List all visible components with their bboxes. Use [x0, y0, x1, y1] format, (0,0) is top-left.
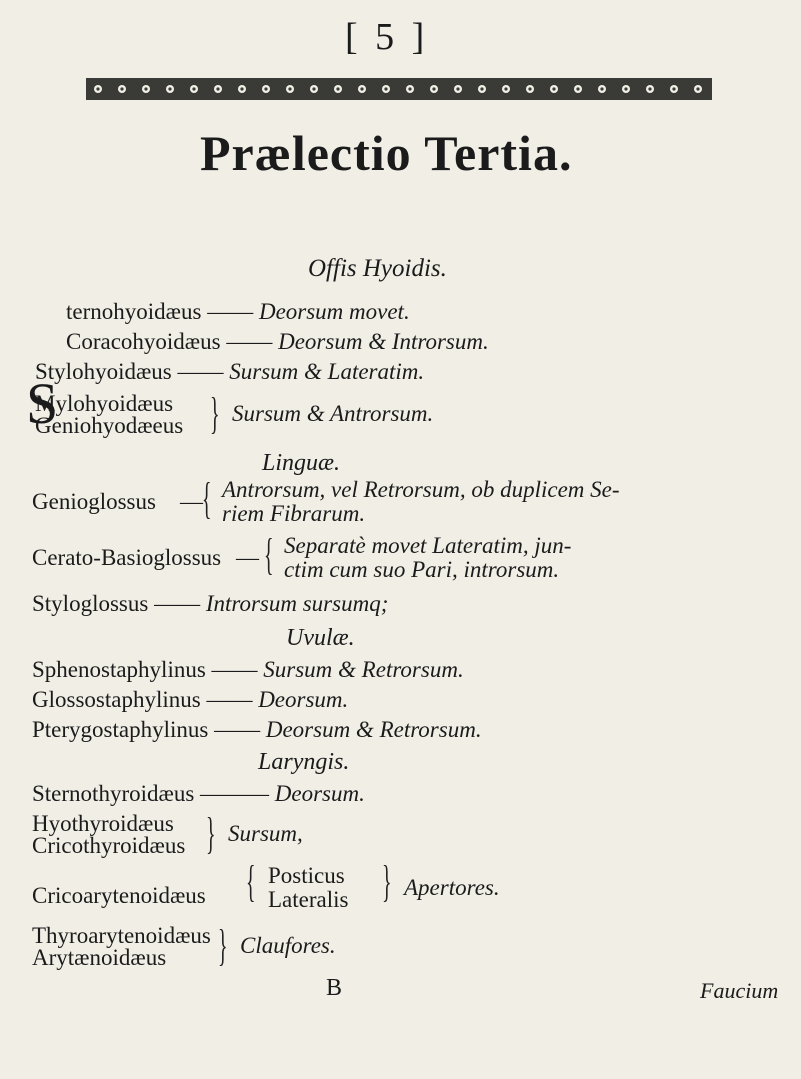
- brace-right: }: [218, 921, 228, 970]
- muscle-name: Stylohyoidæus: [35, 359, 172, 384]
- muscle-genioglossus: Genioglossus: [32, 489, 156, 514]
- muscle-action: Deorsum.: [274, 781, 365, 806]
- section-heading-larynx: Laryngis.: [258, 749, 350, 775]
- muscle-action: Separatè movet Lateratim, jun-: [284, 533, 572, 558]
- muscle-sternohyoid: [66, 300, 410, 323]
- muscle-glossostaphylinus: [32, 688, 348, 711]
- dash: ——: [226, 329, 273, 354]
- muscle-mylohyoid: Mylohyoidæus: [35, 391, 174, 416]
- dash: ——: [154, 591, 201, 616]
- muscle-cricothyroid: Cricothyroidæus: [32, 833, 186, 858]
- muscle-sternothyroid: [32, 782, 365, 805]
- muscle-ceratobasioglossus: Cerato-Basioglossus: [32, 545, 222, 570]
- dash: ——: [207, 299, 254, 324]
- muscle-arytenoid: Arytænoidæus: [32, 945, 167, 970]
- signature-mark: B: [326, 975, 343, 1001]
- muscle-cricoarytenoid: Cricoarytenoidæus: [32, 883, 206, 908]
- header-ornament: [86, 78, 712, 100]
- muscle-name: Styloglossus: [32, 591, 149, 616]
- catchword: Faucium: [700, 978, 779, 1003]
- brace-right: }: [206, 809, 216, 858]
- section-heading-lingua: Linguæ.: [262, 450, 341, 476]
- drop-cap: S: [26, 371, 59, 436]
- section-heading-uvula: Uvulæ.: [286, 625, 355, 651]
- muscle-action: Claufores.: [240, 933, 336, 958]
- label-posticus: Posticus: [268, 863, 345, 888]
- muscle-thyroarytenoid: Thyroarytenoidæus: [32, 923, 211, 948]
- dash: —: [236, 545, 259, 570]
- brace-left: {: [246, 857, 256, 906]
- muscle-action: Deorsum.: [258, 687, 349, 712]
- page-number: [ 5 ]: [345, 16, 429, 58]
- muscle-action: riem Fibrarum.: [222, 501, 366, 526]
- muscle-sphenostaphylinus: [32, 658, 464, 681]
- dash: —: [180, 489, 203, 514]
- dash: ——: [211, 657, 258, 682]
- muscle-name: Sternothyroidæus: [32, 781, 195, 806]
- muscle-action: Apertores.: [404, 875, 500, 900]
- muscle-action: Antrorsum, vel Retrorsum, ob duplicem Se-: [222, 477, 620, 502]
- muscle-action: Sursum & Antrorsum.: [232, 401, 434, 426]
- brace-left: {: [202, 474, 212, 523]
- section-heading-hyoid: Offis Hyoidis.: [308, 255, 447, 282]
- muscle-hyothyroid: Hyothyroidæus: [32, 811, 174, 836]
- label-lateralis: Lateralis: [268, 887, 349, 912]
- muscle-name: ternohyoidæus: [66, 299, 202, 324]
- dash: ——: [177, 359, 224, 384]
- muscle-action: ctim cum suo Pari, introrsum.: [284, 557, 560, 582]
- muscle-name: Sphenostaphylinus: [32, 657, 206, 682]
- muscle-action: Sursum & Retrorsum.: [263, 657, 464, 682]
- muscle-pterygostaphylinus: [32, 718, 482, 741]
- muscle-action: Deorsum & Retrorsum.: [265, 717, 482, 742]
- brace-left: {: [264, 530, 274, 579]
- muscle-name: Glossostaphylinus: [32, 687, 201, 712]
- muscle-action: Sursum,: [228, 821, 303, 846]
- ornament-band-icon: [86, 78, 712, 100]
- muscle-action: Sursum & Lateratim.: [229, 359, 425, 384]
- muscle-stylohyoid: [35, 360, 424, 383]
- muscle-action: Introrsum sursumq;: [205, 591, 389, 616]
- dash: ———: [200, 781, 270, 806]
- brace-right: }: [382, 857, 392, 906]
- muscle-geniohyoid: Geniohyodæeus: [35, 413, 184, 438]
- muscle-name: Pterygostaphylinus: [32, 717, 209, 742]
- chapter-title: Prælectio Tertia.: [200, 125, 573, 181]
- muscle-action: Deorsum & Introrsum.: [278, 329, 489, 354]
- dash: ——: [214, 717, 261, 742]
- brace-right: }: [210, 389, 220, 438]
- muscle-name: Coracohyoidæus: [66, 329, 221, 354]
- dash: ——: [206, 687, 253, 712]
- muscle-action: Deorsum movet.: [258, 299, 410, 324]
- muscle-styloglossus: [32, 592, 388, 615]
- muscle-coracohyoid: [66, 330, 489, 353]
